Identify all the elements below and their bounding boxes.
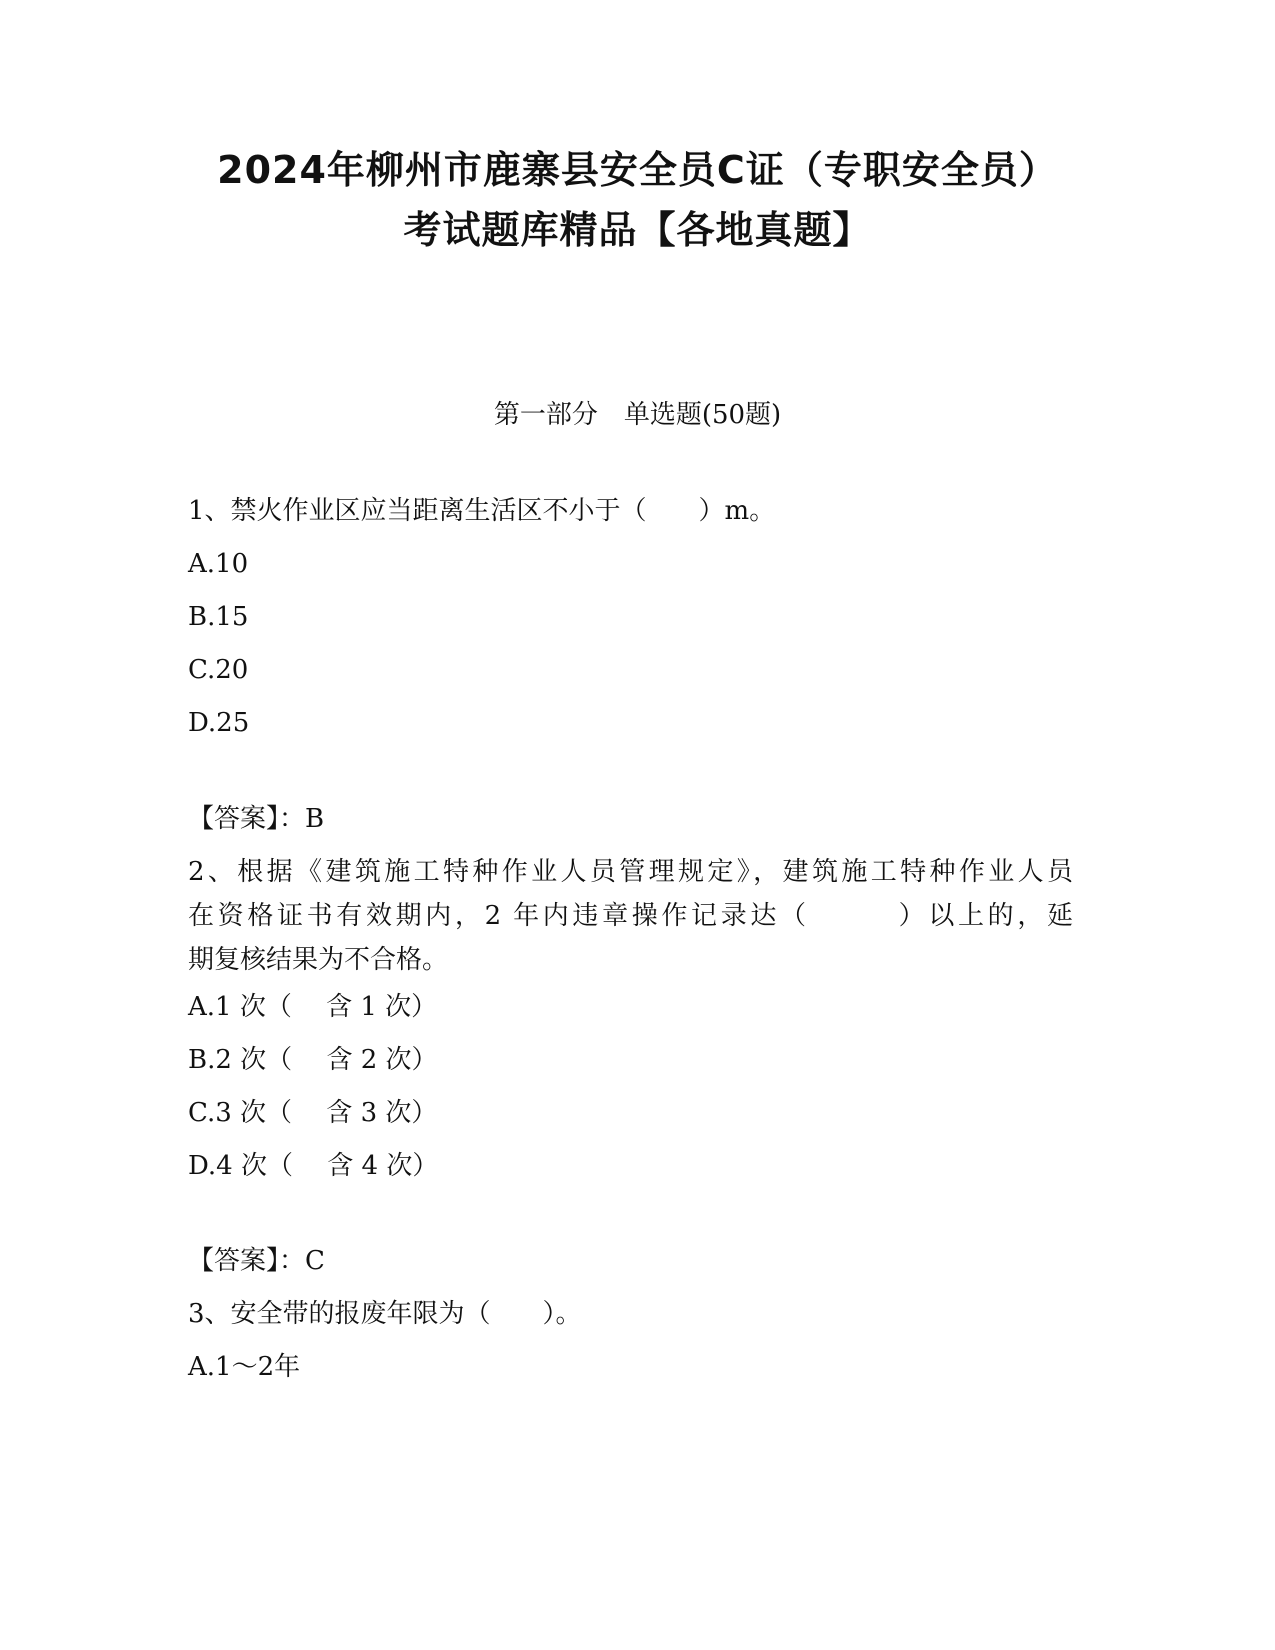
document-title-line-1: 2024年柳州市鹿寨县安全员C证（专职安全员） [217,148,1058,192]
document-title-line-2: 考试题库精品【各地真题】 [403,208,872,252]
question-2-stem-line-3: 期复核结果为不合格。 [188,945,449,975]
question-2-answer: 【答案】：C [188,1246,325,1276]
question-1-option-c: C.20 [188,655,249,685]
question-1-option-d: D.25 [188,708,250,738]
question-2-option-d: D.4 次（ 含 4 次） [188,1151,439,1181]
question-2-stem-line-1: 2、根据《建筑施工特种作业人员管理规定》，建筑施工特种作业人员 [188,857,1073,887]
question-2-stem-line-2: 在资格证书有效期内，2 年内违章操作记录达（ ）以上的，延 [188,901,1073,931]
question-1-stem: 1、禁火作业区应当距离生活区不小于（ ）m。 [188,496,776,526]
question-1-answer: 【答案】：B [188,804,325,834]
question-3-stem: 3、安全带的报废年限为（ ）。 [188,1299,582,1329]
section-title: 第一部分 单选题(50题) [493,400,782,430]
question-2-option-a: A.1 次（ 含 1 次） [188,992,438,1022]
question-2-option-c: C.3 次（ 含 3 次） [188,1098,438,1128]
question-1-option-b: B.15 [188,602,249,632]
question-2-option-b: B.2 次（ 含 2 次） [188,1045,438,1075]
question-2-stem [188,850,1073,982]
question-1-option-a: A.10 [188,549,249,579]
question-3-option-a: A.1～2年 [188,1352,301,1382]
